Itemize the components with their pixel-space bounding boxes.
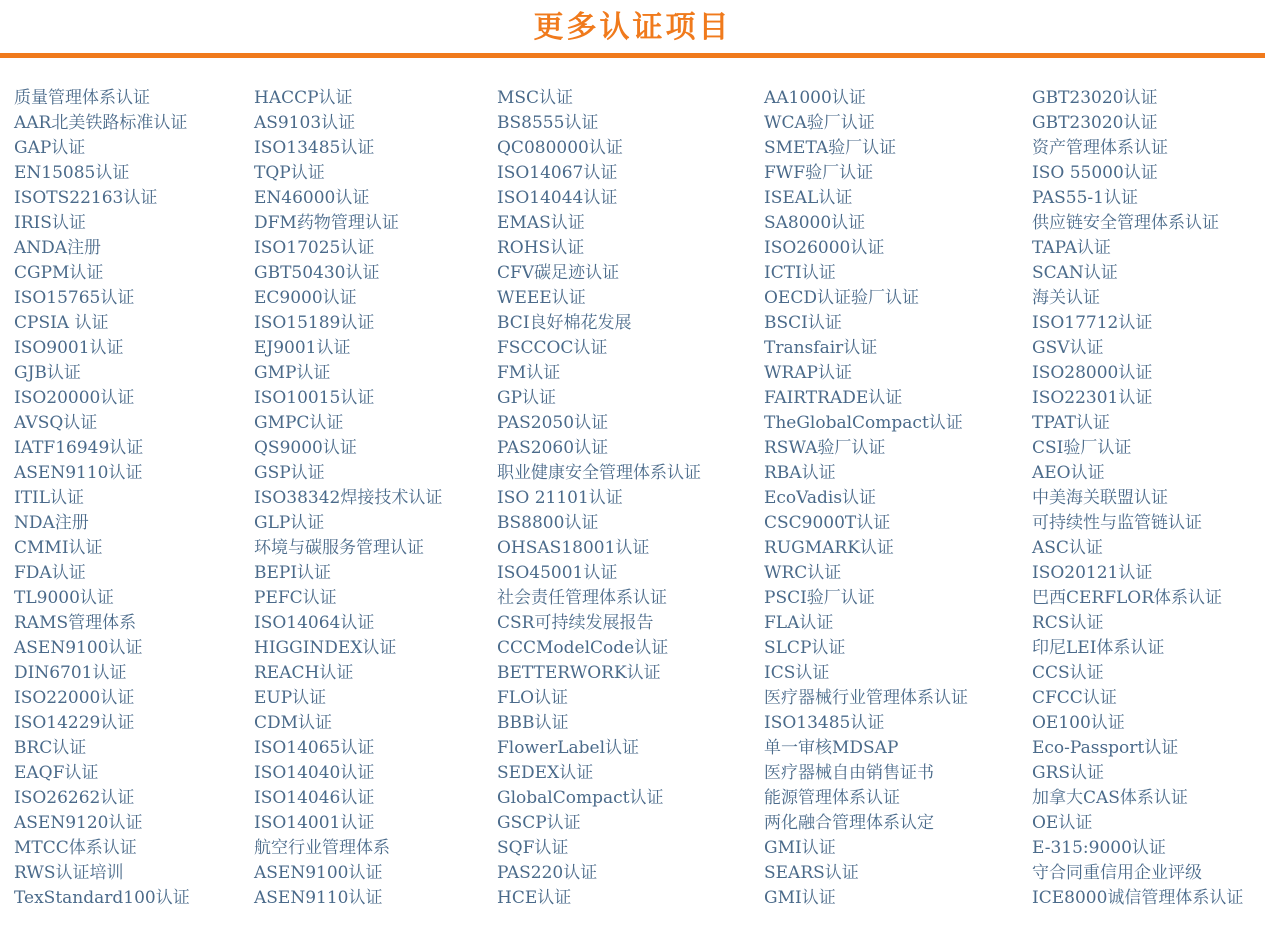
certification-link[interactable]: QC080000认证 (497, 138, 623, 158)
certification-link[interactable]: ISO28000认证 (1032, 363, 1153, 383)
certification-link[interactable]: ISO15189认证 (254, 313, 375, 333)
certification-link[interactable]: CMMI认证 (14, 538, 103, 558)
certification-link[interactable]: ISO38342焊接技术认证 (254, 488, 443, 508)
certification-link[interactable]: ISO17712认证 (1032, 313, 1153, 333)
certification-link[interactable]: EJ9001认证 (254, 338, 351, 358)
certification-link[interactable]: SQF认证 (497, 838, 569, 858)
certification-link[interactable]: EC9000认证 (254, 288, 357, 308)
certification-link[interactable]: RWS认证培训 (14, 863, 124, 883)
certification-link[interactable]: ISO14040认证 (254, 763, 375, 783)
certification-link[interactable]: 巴西CERFLOR体系认证 (1032, 588, 1223, 608)
certification-link[interactable]: ISO14067认证 (497, 163, 618, 183)
certification-link[interactable]: Transfair认证 (764, 338, 878, 358)
certification-link[interactable]: OE100认证 (1032, 713, 1125, 733)
certification-link[interactable]: PAS55-1认证 (1032, 188, 1138, 208)
certification-link[interactable]: SMETA验厂认证 (764, 138, 897, 158)
certification-column-4 (764, 86, 968, 911)
certification-link[interactable]: 医疗器械自由销售证书 (764, 763, 934, 783)
certification-link[interactable]: GP认证 (497, 388, 557, 408)
certification-link[interactable]: TL9000认证 (14, 588, 114, 608)
certification-link[interactable]: 资产管理体系认证 (1032, 138, 1168, 158)
certification-column-1 (14, 86, 190, 911)
certification-link[interactable]: CSI验厂认证 (1032, 438, 1132, 458)
certification-link[interactable]: ASEN9120认证 (14, 813, 143, 833)
certification-link[interactable]: 守合同重信用企业评级 (1032, 863, 1202, 883)
certification-link[interactable]: CPSIA 认证 (14, 313, 109, 333)
certification-link[interactable]: EAQF认证 (14, 763, 99, 783)
certification-link[interactable]: CFV碳足迹认证 (497, 263, 620, 283)
certification-link[interactable]: BS8555认证 (497, 113, 599, 133)
certification-link[interactable]: CDM认证 (254, 713, 333, 733)
certification-link[interactable]: OHSAS18001认证 (497, 538, 650, 558)
certification-link[interactable]: 环境与碳服务管理认证 (254, 538, 424, 558)
certification-link[interactable]: FWF验厂认证 (764, 163, 874, 183)
certification-link[interactable]: RSWA验厂认证 (764, 438, 886, 458)
certification-link[interactable]: ICTI认证 (764, 263, 836, 283)
certification-link[interactable]: PSCI验厂认证 (764, 588, 875, 608)
certification-link[interactable]: 医疗器械行业管理体系认证 (764, 688, 968, 708)
certification-link[interactable]: ICS认证 (764, 663, 830, 683)
certification-link[interactable]: ISO15765认证 (14, 288, 135, 308)
certification-link[interactable]: ICE8000诚信管理体系认证 (1032, 888, 1244, 908)
certification-link[interactable]: ITIL认证 (14, 488, 85, 508)
certification-link[interactable]: NDA注册 (14, 513, 89, 533)
certification-link[interactable]: ISO26000认证 (764, 238, 885, 258)
certification-link[interactable]: HACCP认证 (254, 88, 353, 108)
certification-link[interactable]: 职业健康安全管理体系认证 (497, 463, 701, 483)
certification-link[interactable]: FSCCOC认证 (497, 338, 608, 358)
certification-link[interactable]: TQP认证 (254, 163, 325, 183)
certification-link[interactable]: ASEN9100认证 (254, 863, 383, 883)
certification-link[interactable]: ISO20121认证 (1032, 563, 1153, 583)
certification-link[interactable]: BEPI认证 (254, 563, 332, 583)
certification-link[interactable]: WRAP认证 (764, 363, 852, 383)
certification-link[interactable]: GRS认证 (1032, 763, 1105, 783)
certification-link[interactable]: TexStandard100认证 (14, 888, 190, 908)
certification-link[interactable]: ISO13485认证 (254, 138, 375, 158)
certification-link[interactable]: FlowerLabel认证 (497, 738, 640, 758)
certification-link[interactable]: FAIRTRADE认证 (764, 388, 903, 408)
certification-link[interactable]: ISO14229认证 (14, 713, 135, 733)
certification-link[interactable]: PAS2060认证 (497, 438, 609, 458)
certification-link[interactable]: ISO14064认证 (254, 613, 375, 633)
certification-link[interactable]: RBA认证 (764, 463, 836, 483)
certification-link[interactable]: PAS220认证 (497, 863, 598, 883)
certification-link[interactable]: FDA认证 (14, 563, 86, 583)
certification-link[interactable]: PEFC认证 (254, 588, 337, 608)
certification-link[interactable]: ISO45001认证 (497, 563, 618, 583)
certification-link[interactable]: GSP认证 (254, 463, 325, 483)
certification-link[interactable]: TAPA认证 (1032, 238, 1111, 258)
certification-column-5 (1032, 86, 1243, 911)
certification-link[interactable]: AEO认证 (1032, 463, 1105, 483)
certification-link[interactable]: ISO22000认证 (14, 688, 135, 708)
title-divider (0, 53, 1265, 58)
certification-link[interactable]: 加拿大CAS体系认证 (1032, 788, 1188, 808)
certification-link[interactable]: TPAT认证 (1032, 413, 1110, 433)
certification-link[interactable]: QS9000认证 (254, 438, 357, 458)
certification-link[interactable]: TheGlobalCompact认证 (764, 413, 963, 433)
certification-link[interactable]: GMI认证 (764, 888, 836, 908)
certification-link[interactable]: 能源管理体系认证 (764, 788, 900, 808)
certification-link[interactable]: ISO 21101认证 (497, 488, 623, 508)
certification-link[interactable]: EN46000认证 (254, 188, 370, 208)
certification-link[interactable]: BBB认证 (497, 713, 569, 733)
certification-link[interactable]: ISEAL认证 (764, 188, 853, 208)
certification-link[interactable]: ISO9001认证 (14, 338, 124, 358)
certification-link[interactable]: GAP认证 (14, 138, 86, 158)
certification-link[interactable]: GBT50430认证 (254, 263, 380, 283)
certification-link[interactable]: AS9103认证 (254, 113, 356, 133)
certification-link[interactable]: ISO14044认证 (497, 188, 618, 208)
certification-link[interactable]: CFCC认证 (1032, 688, 1117, 708)
certification-link[interactable]: ANDA注册 (14, 238, 102, 258)
certification-link[interactable]: SCAN认证 (1032, 263, 1118, 283)
certification-link[interactable]: RUGMARK认证 (764, 538, 894, 558)
certification-link[interactable]: EN15085认证 (14, 163, 130, 183)
certification-link[interactable]: ISOTS22163认证 (14, 188, 158, 208)
certification-link[interactable]: IATF16949认证 (14, 438, 144, 458)
certification-link[interactable]: SLCP认证 (764, 638, 846, 658)
certification-link[interactable]: ROHS认证 (497, 238, 585, 258)
certification-link[interactable]: CCS认证 (1032, 663, 1104, 683)
certification-link[interactable]: ISO20000认证 (14, 388, 135, 408)
certification-link[interactable]: 印尼LEI体系认证 (1032, 638, 1165, 658)
certification-link[interactable]: GLP认证 (254, 513, 325, 533)
page-title: 更多认证项目 (533, 10, 732, 45)
certification-link[interactable]: SEDEX认证 (497, 763, 594, 783)
certification-link[interactable]: GMI认证 (764, 838, 836, 858)
certification-link[interactable]: FLA认证 (764, 613, 834, 633)
certification-link[interactable]: BSCI认证 (764, 313, 842, 333)
certification-link[interactable]: 社会责任管理体系认证 (497, 588, 667, 608)
certification-column-2 (254, 86, 442, 911)
certification-link[interactable]: SA8000认证 (764, 213, 866, 233)
certification-link[interactable]: GlobalCompact认证 (497, 788, 664, 808)
certification-link[interactable]: CSR可持续发展报告 (497, 613, 654, 633)
certification-link[interactable]: 中美海关联盟认证 (1032, 488, 1168, 508)
certification-link[interactable]: BETTERWORK认证 (497, 663, 661, 683)
certification-link[interactable]: CGPM认证 (14, 263, 104, 283)
certification-link[interactable]: ISO10015认证 (254, 388, 375, 408)
certification-link[interactable]: 两化融合管理体系认定 (764, 813, 934, 833)
certification-link[interactable]: ISO17025认证 (254, 238, 375, 258)
certification-link[interactable]: 单一审核MDSAP (764, 738, 899, 758)
certification-link[interactable]: GBT23020认证 (1032, 113, 1158, 133)
certification-link[interactable]: AAR北美铁路标准认证 (14, 113, 188, 133)
certification-link[interactable]: DIN6701认证 (14, 663, 127, 683)
certification-link[interactable]: REACH认证 (254, 663, 354, 683)
certification-link[interactable]: EUP认证 (254, 688, 327, 708)
certification-link[interactable]: MTCC体系认证 (14, 838, 137, 858)
certification-link[interactable]: ISO14065认证 (254, 738, 375, 758)
certification-link[interactable]: GSCP认证 (497, 813, 581, 833)
certification-link[interactable]: BRC认证 (14, 738, 87, 758)
certification-link[interactable]: BS8800认证 (497, 513, 599, 533)
certification-link[interactable]: 海关认证 (1032, 288, 1100, 308)
certification-link[interactable]: E-315:9000认证 (1032, 838, 1166, 858)
certification-link[interactable]: IRIS认证 (14, 213, 86, 233)
certification-link[interactable]: ASC认证 (1032, 538, 1103, 558)
certification-link[interactable]: HIGGINDEX认证 (254, 638, 397, 658)
certification-link[interactable]: MSC认证 (497, 88, 574, 108)
certification-link[interactable]: FM认证 (497, 363, 561, 383)
certification-link[interactable]: AA1000认证 (764, 88, 866, 108)
certification-link[interactable]: ASEN9100认证 (14, 638, 143, 658)
certification-link[interactable]: EMAS认证 (497, 213, 585, 233)
certification-link[interactable]: ASEN9110认证 (14, 463, 143, 483)
certification-column-3 (497, 86, 701, 911)
certification-link[interactable]: 航空行业管理体系 (254, 838, 390, 858)
certification-link[interactable]: FLO认证 (497, 688, 569, 708)
certification-link[interactable]: ISO22301认证 (1032, 388, 1153, 408)
certification-link[interactable]: Eco-Passport认证 (1032, 738, 1179, 758)
certification-link[interactable]: ASEN9110认证 (254, 888, 383, 908)
certification-link[interactable]: PAS2050认证 (497, 413, 609, 433)
certification-link[interactable]: ISO14001认证 (254, 813, 375, 833)
certification-link[interactable]: AVSQ认证 (14, 413, 98, 433)
certification-link[interactable]: WCA验厂认证 (764, 113, 875, 133)
certification-link[interactable]: DFM药物管理认证 (254, 213, 399, 233)
certification-link[interactable]: 质量管理体系认证 (14, 88, 150, 108)
certification-link[interactable]: ISO13485认证 (764, 713, 885, 733)
certification-link[interactable]: SEARS认证 (764, 863, 859, 883)
certification-link[interactable]: CCCModelCode认证 (497, 638, 669, 658)
certification-link[interactable]: RAMS管理体系 (14, 613, 137, 633)
certification-link[interactable]: GBT23020认证 (1032, 88, 1158, 108)
certification-link[interactable]: HCE认证 (497, 888, 572, 908)
certification-link[interactable]: OE认证 (1032, 813, 1093, 833)
certification-link[interactable]: ISO26262认证 (14, 788, 135, 808)
certification-link[interactable]: RCS认证 (1032, 613, 1104, 633)
certification-link[interactable]: BCI良好棉花发展 (497, 313, 632, 333)
certification-link[interactable]: CSC9000T认证 (764, 513, 891, 533)
certification-link[interactable]: WRC认证 (764, 563, 842, 583)
certification-link[interactable]: GMPC认证 (254, 413, 344, 433)
certification-link[interactable]: WEEE认证 (497, 288, 586, 308)
certification-link[interactable]: 供应链安全管理体系认证 (1032, 213, 1219, 233)
certification-link[interactable]: 可持续性与监管链认证 (1032, 513, 1202, 533)
certification-link[interactable]: GSV认证 (1032, 338, 1104, 358)
certification-link[interactable]: ISO14046认证 (254, 788, 375, 808)
certification-link[interactable]: GJB认证 (14, 363, 81, 383)
certification-link[interactable]: GMP认证 (254, 363, 331, 383)
certification-link[interactable]: ISO 55000认证 (1032, 163, 1158, 183)
certification-link[interactable]: OECD认证验厂认证 (764, 288, 919, 308)
certification-link[interactable]: EcoVadis认证 (764, 488, 877, 508)
